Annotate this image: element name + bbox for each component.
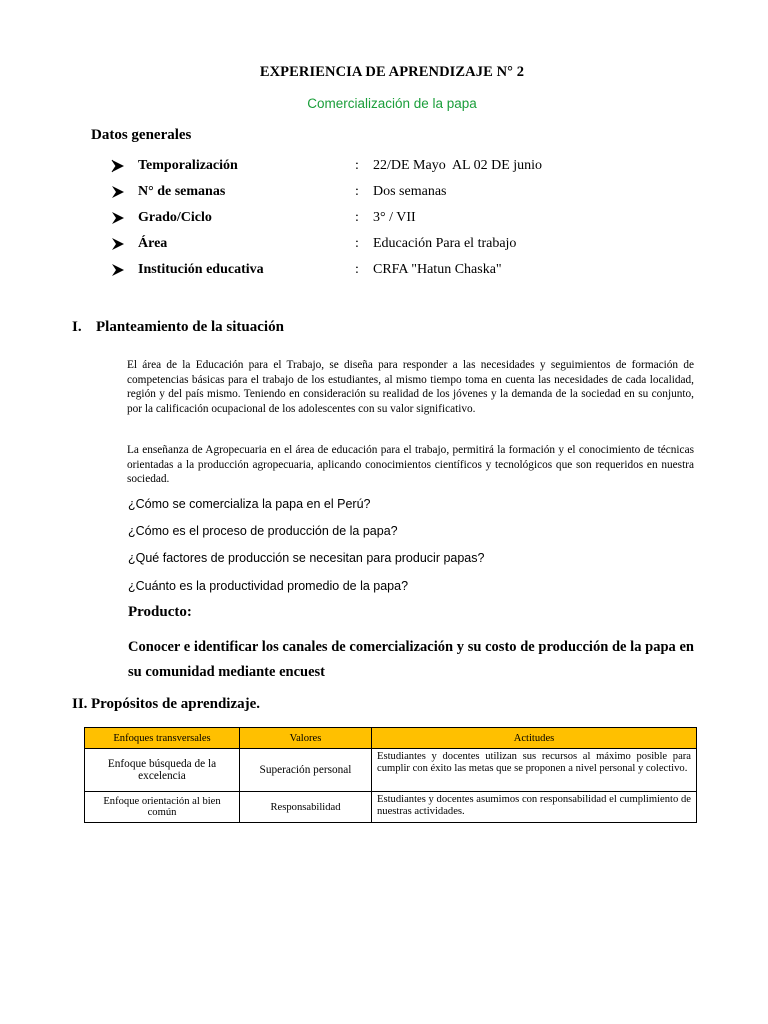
general-row-semanas [111, 184, 611, 204]
document-subtitle: Comercialización de la papa [307, 96, 477, 111]
guiding-question: ¿Cómo se comercializa la papa en el Perú? [128, 497, 371, 511]
general-colon: : [355, 158, 359, 173]
section-2-number: II. [72, 696, 88, 712]
general-row-grado [111, 210, 611, 230]
general-data-heading: Datos generales [91, 127, 192, 143]
arrowhead-bullet-icon [111, 237, 125, 251]
table-row [85, 792, 697, 823]
general-value: 22/DE Mayo AL 02 DE junio [373, 158, 543, 173]
general-label: Temporalización [138, 158, 238, 173]
guiding-question: ¿Cuánto es la productividad promedio de la papa? [128, 579, 409, 593]
table-cell: Estudiantes y docentes asumimos con responsabilidad el cumplimiento de nuestras actividades. [372, 792, 697, 823]
general-row-institucion [111, 262, 611, 282]
arrowhead-bullet-icon [111, 211, 125, 225]
arrowhead-bullet-icon [111, 185, 125, 199]
situation-paragraph: El área de la Educación para el Trabajo, se diseña para responder a las necesidades y seguimientos de formación de competencias básicas para el trabajo de los estudiantes, al mismo tiempo toma en cuenta las necesidades de cada localidad, región y del país mismo. Teniendo en consideración su realidad de los jóvenes y la demanda de la sociedad en su conjunto, por la calificación ocupacional de los adolescentes con su valor significativo. [127, 359, 694, 415]
document-title: EXPERIENCIA DE APRENDIZAJE N° 2 [259, 64, 525, 80]
table-header-row [85, 728, 697, 749]
product-label: Producto: [128, 604, 192, 620]
general-value: 3° / VII [373, 210, 416, 225]
general-row-temporalizacion [111, 158, 611, 178]
situation-paragraph: La enseñanza de Agropecuaria en el área de educación para el trabajo, permitirá la formación y el conocimiento de técnicas orientadas a la producción agropecuaria, aplicando conocimientos científicos y tecnológicos que son requeridos en nuestra sociedad. [127, 444, 694, 486]
general-colon: : [355, 236, 359, 251]
arrowhead-bullet-icon [111, 159, 125, 173]
general-label: Grado/Ciclo [138, 210, 212, 225]
table-row [85, 749, 697, 792]
guiding-question: ¿Cómo es el proceso de producción de la papa? [128, 524, 398, 538]
table-cell: Responsabilidad [240, 792, 372, 823]
general-colon: : [355, 184, 359, 199]
section-1-number: I. [72, 319, 82, 335]
learning-purposes-table [84, 727, 697, 823]
general-label: Área [138, 236, 168, 251]
table-cell: Estudiantes y docentes utilizan sus recursos al máximo posible para cumplir con éxito las metas que se proponen a nivel personal y colectivo. [372, 749, 697, 792]
general-colon: : [355, 262, 359, 277]
section-2-heading: Propósitos de aprendizaje. [91, 696, 261, 712]
table-cell: Enfoque orientación al bien común [85, 792, 240, 823]
product-text: Conocer e identificar los canales de comercialización y su costo de producción de la papa en su comunidad mediante encuest [128, 639, 694, 680]
table-header-cell: Valores [240, 728, 372, 749]
general-row-area [111, 236, 611, 256]
table-cell: Enfoque búsqueda de la excelencia [85, 749, 240, 792]
arrowhead-bullet-icon [111, 263, 125, 277]
section-1-heading: Planteamiento de la situación [96, 319, 284, 335]
general-value: Dos semanas [373, 184, 447, 199]
table-cell: Superación personal [240, 749, 372, 792]
table-header-cell: Actitudes [372, 728, 697, 749]
general-label: Institución educativa [138, 262, 264, 277]
table-header-cell: Enfoques transversales [85, 728, 240, 749]
general-colon: : [355, 210, 359, 225]
guiding-question: ¿Qué factores de producción se necesitan para producir papas? [128, 551, 485, 565]
general-label: N° de semanas [138, 184, 226, 199]
general-value: CRFA "Hatun Chaska" [373, 262, 502, 277]
general-value: Educación Para el trabajo [373, 236, 517, 251]
